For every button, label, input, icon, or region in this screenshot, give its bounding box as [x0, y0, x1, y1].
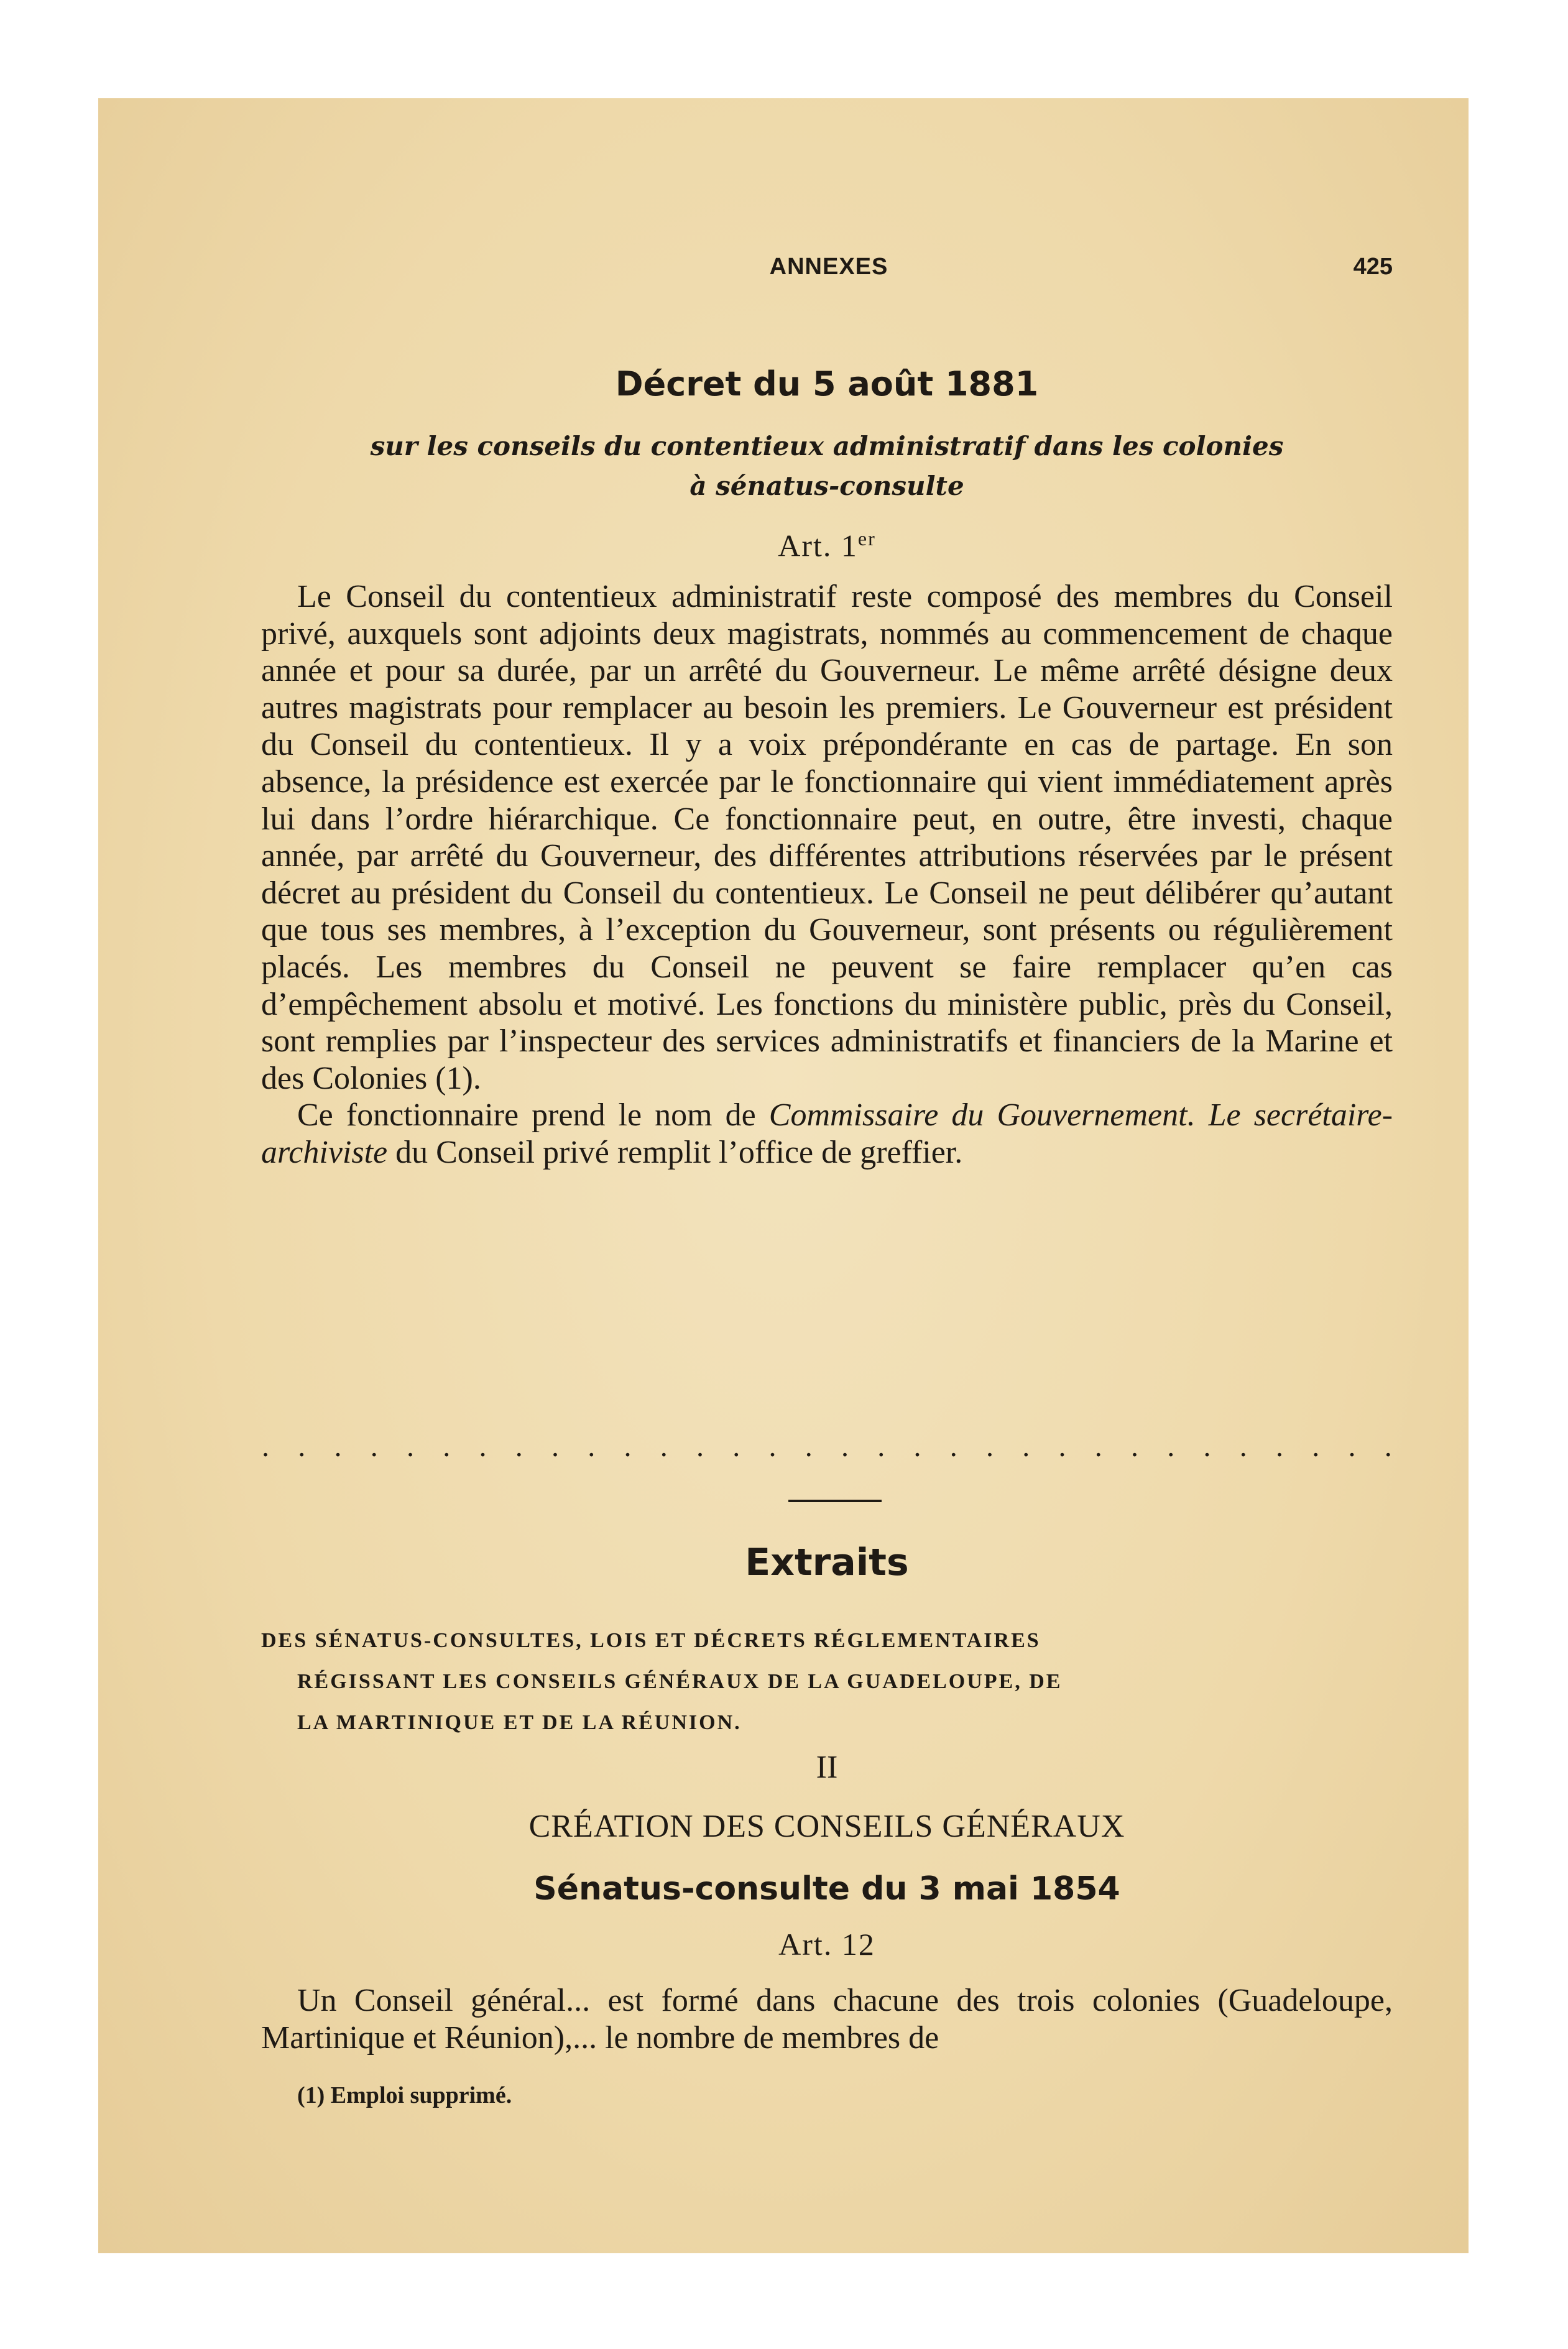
decree-subtitle-line: sur les conseils du contentieux administratif dans les colonies [370, 431, 1284, 461]
article-heading: Art. 12 [778, 1927, 875, 1962]
extraits-subtitle [261, 1620, 1393, 1743]
article-heading [261, 527, 1393, 564]
decree-paragraph: Le Conseil du contentieux administratif reste composé des membres du Conseil privé, auxquels sont adjoints deux magistrats, nommés au commencement de chaque année et pour sa durée, par un arrêté du Gouverneur. Le même arrêté désigne deux autres magistrats pour remplacer au besoin les premiers. Le Gouverneur est président du Conseil du contentieux. Il y a voix prépondérante en cas de partage. En son absence, la présidence est exercée par le fonctionnaire qui vient immédiatement après lui dans l’ordre hiérarchique. Ce fonctionnaire peut, en outre, être investi, chaque année, par arrêté du Gouverneur, des différentes attributions réservées par le présent décret au président du Conseil du contentieux. Le Conseil ne peut délibérer qu’autant que tous ses membres, à l’exception du Gouverneur, sont présents ou régulièrement placés. Les membres du Conseil ne peuvent se faire remplacer qu’en cas d’empêchement absolu et motivé. Les fonctions du ministère public, près du Conseil, sont remplies par l’inspecteur des services administratifs et financiers de la Marine et des Colonies (1). [261, 579, 1393, 1096]
page-number: 425 [1353, 254, 1393, 280]
footnote: (1) Emploi supprimé. [297, 2082, 512, 2108]
article-label: Art. 1 [778, 528, 858, 563]
section-title: CRÉATION DES CONSEILS GÉNÉRAUX [528, 1809, 1125, 1844]
extraits-body [261, 1982, 1393, 2056]
senatus-title: Sénatus-consulte du 3 mai 1854 [533, 1870, 1120, 1908]
paragraph-text: Ce fonctionnaire prend le nom de [297, 1097, 769, 1133]
ellipsis-dot-leader: . . . . . . . . . . . . . . . . . . . . . . . . . . . . . . . . [261, 1431, 1393, 1463]
running-head [261, 254, 1393, 291]
decree-subtitle [261, 427, 1393, 506]
extraits-title: Extraits [745, 1541, 909, 1584]
document-page [98, 98, 1469, 2253]
section-number: II [816, 1750, 838, 1785]
running-head-title: ANNEXES [769, 254, 888, 280]
extraits-subtitle-line: LA MARTINIQUE ET DE LA RÉUNION. [297, 1711, 742, 1734]
article-superscript: er [857, 527, 876, 550]
decree-paragraph [261, 1097, 1393, 1171]
decree-body [261, 578, 1393, 1171]
italic-term: Le secrétaire-archiviste [261, 1097, 1393, 1170]
decree-subtitle-line: à sénatus-consulte [689, 471, 964, 501]
extraits-paragraph: Un Conseil général... est formé dans chacune des trois colonies (Guadeloupe, Martinique et Réunion),... le nombre de membres de [261, 1983, 1393, 2056]
paragraph-text: du Conseil privé remplit l’office de greffier. [387, 1134, 963, 1170]
extraits-subtitle-line: RÉGISSANT LES CONSEILS GÉNÉRAUX DE LA GUADELOUPE, DE [297, 1670, 1063, 1693]
italic-term: Commissaire du Gouvernement. [768, 1097, 1196, 1133]
section-divider [788, 1500, 882, 1502]
decree-title: Décret du 5 août 1881 [615, 364, 1039, 404]
extraits-subtitle-line: DES SÉNATUS-CONSULTES, LOIS ET DÉCRETS RÉGLEMENTAIRES [261, 1629, 1041, 1652]
